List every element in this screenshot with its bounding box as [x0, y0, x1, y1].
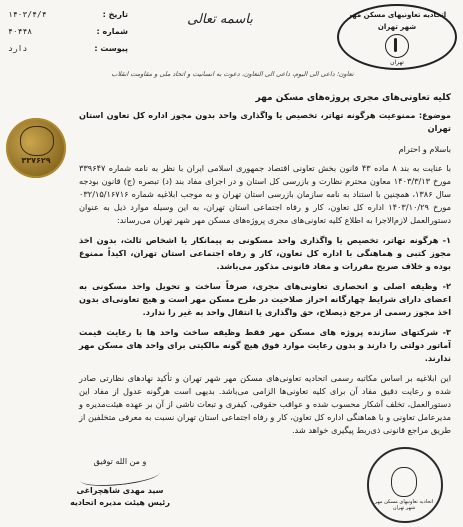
seal-subtitle: شهر تهران — [377, 23, 417, 31]
bottom-seal — [367, 447, 443, 523]
union-seal — [337, 4, 457, 70]
directive-item-3: ۳- شرکتهای سازنده پروژه های مسکن مهر فقط وظیفه ساخت واحد ها با رعایت قیمت آماتور دولتی را دارند و بدون رعایت موارد فوق هیچ گونه مالکیتی برای واحد های مسکن مهر ندارند. — [79, 327, 451, 363]
greeting: باسلام و احترام — [398, 144, 451, 154]
stamp-number: ۳۳۷۶۲۹ — [21, 156, 51, 165]
emblem-icon — [385, 34, 409, 58]
signer-title: رئیس هیئت مدیره اتحادیه — [70, 498, 170, 507]
bottom-seal-text: اتحادیه تعاونیهای مسکن مهر شهر تهران — [374, 499, 434, 511]
bottom-seal-emblem-icon — [391, 467, 417, 497]
seal-title: اتحادیه تعاونیهای مسکن مهر — [347, 11, 447, 20]
signature-block — [40, 456, 200, 509]
number-label: شماره : — [96, 27, 128, 36]
attachment-row — [8, 40, 128, 57]
gold-stamp-icon — [6, 118, 66, 178]
closing-paragraph: این ابلاغیه بر اساس مکاتبه رسمی اتحادیه تعاونی‌های مسکن مهر شهر تهران و تأکید نهادهای نظارتی صادر شده و رعایت دقیق مفاد آن برای کلیه تعاونی‌ها الزامی می‌باشد. بدیهی است هرگونه عدول از مفاد این دستورالعمل، تخلف آشکار محسوب شده و عواقب حقوقی، کیفری و تبعات ناشی از آن بر عهده هیئت‌مدیره و مدیرعامل تعاونی و با هماهنگی اداره کل تعاون، کار و رفاه اجتماعی استان تهران نسبت به معرفی متخلفین از طریق مراجع قانونی ذی‌ربط پیگیری خواهد شد. — [79, 373, 451, 435]
directive-item-2: ۲- وظیفه اصلی و انحصاری تعاونی‌های مجری، صرفاً ساخت و تحویل واحد مسکونی به اعضای دارای شرایط چهارگانه احراز صلاحیت در طرح مسکن مهر است و هیچ تعاونی‌ای بدون اخذ مجوز رسمی از مرجع ذیصلاح، حق واگذاری یا انتقال واحد به غیر را ندارد. — [79, 281, 451, 317]
bismillah-heading: باسمه تعالی — [187, 12, 253, 27]
attachment-label: پیوست : — [94, 44, 128, 53]
letter-body — [79, 92, 451, 444]
stamp-emblem-icon — [20, 126, 54, 156]
addressee: کلیه تعاونی‌های مجری پروژه‌های مسکن مهر — [255, 93, 451, 103]
number-row — [8, 23, 128, 40]
signature-opening: و من الله توفیق — [93, 457, 147, 466]
subject-line: موضوع: ممنوعیت هرگونه تهاتر، تخصیص یا واگذاری واحد بدون مجوز اداره کل تعاون استان تهران — [79, 110, 451, 133]
intro-paragraph: با عنایت به بند ۸ ماده ۴۳ قانون بخش تعاونی اقتصاد جمهوری اسلامی ایران با نظر به نامه شماره ۳۳۹۶۴۷ مورخ ۱۴۰۳/۳/۱۳ معاون محترم نظارت و بازرسی کل استان و در اجرای مفاد بند (د) تبصره (ج) قانون بودجه سال ۱۳۸۶، همچنین با استناد به نامه سازمان بازرسی استان تهران و به موجب ابلاغیه شماره ۰۳۲/۱۵/۱۶۷۱۶ مورخ ۱۴۰۳/۱۰/۲۹ اداره کل تعاون، کار و رفاه اجتماعی استان تهران، به این وسیله موارد ذیل به عنوان دستورالعمل لازم‌الاجرا به اطلاع کلیه تعاونی‌های مجری پروژه‌های مسکن مهر شهر تهران می‌رساند: — [79, 163, 452, 225]
directive-item-1: ۱- هرگونه تهاتر، تخصیص یا واگذاری واحد مسکونی به پیمانکار یا اشخاص ثالث، بدون اخذ مجوز کتبی و هماهنگی با اداره کل تعاون، کار و رفاه اجتماعی استان تهران، اکیداً ممنوع بوده و خلاف صریح مقررات و مفاد قانونی مذکور می‌باشد. — [79, 235, 451, 271]
date-row — [8, 6, 128, 23]
seal-city: تهران — [390, 58, 404, 66]
date-value: ۱۴۰۳/۴/۴ — [8, 10, 47, 19]
number-value: ۴۰۴۴۸ — [8, 27, 33, 36]
letter-meta — [8, 6, 128, 57]
letterhead-motto: تعاون؛ داعی الی الیوم، داعی الی التعاون، دعوت به انسانیت و اتحاد ملی و مقاومت انقلاب — [111, 70, 354, 78]
date-label: تاریخ : — [102, 10, 128, 19]
attachment-value: دارد — [8, 44, 28, 53]
signer-name: سید مهدی شاهچراغی — [76, 486, 164, 495]
